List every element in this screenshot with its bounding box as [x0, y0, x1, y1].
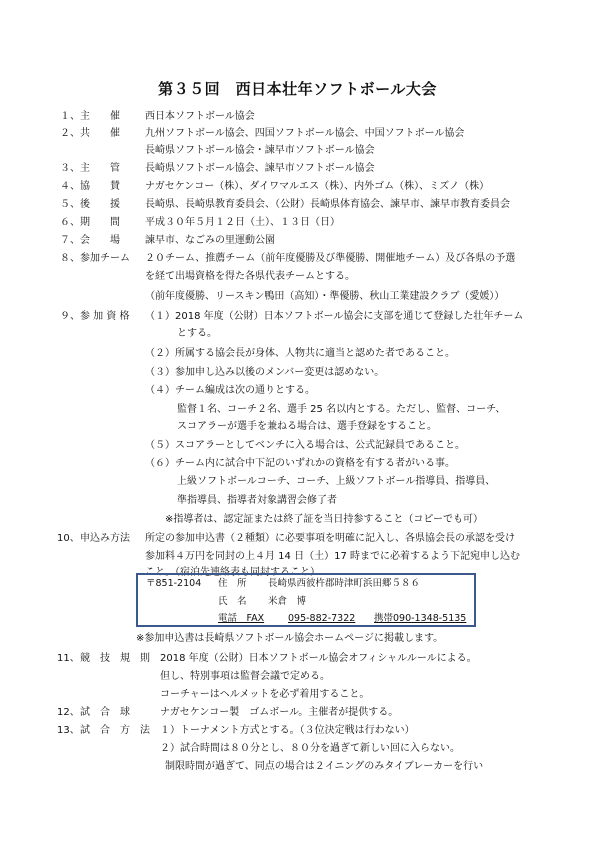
section-5-text: 長崎県、長崎県教育委員会、（公財）長崎県体育協会、諫早市、諫早市教育委員会 [145, 199, 510, 210]
section-3-text: 長崎県ソフトボール協会、諫早市ソフトボール協会 [145, 163, 375, 174]
section-5-label: 後 援 [80, 199, 120, 210]
section-10-text: 所定の参加申込書（２種類）に必要事項を明確に記入し、各県協会長の承認を受け [145, 533, 515, 544]
application-note: ※参加申込書は長崎県ソフトボール協会ホームページに掲載します。 [136, 633, 444, 644]
section-8-text: （前年度優勝、リースキン鴨田（高知）・準優勝、秋山工業建設クラブ（愛媛）） [145, 291, 505, 302]
section-8-label: 参加チーム [80, 253, 130, 264]
section-1-text: 西日本ソフトボール協会 [145, 111, 255, 122]
section-13-text: 制限時間が過ぎて、同点の場合は２イニングのみタイブレーカーを行い [165, 761, 484, 772]
section-12-label: 試 合 球 [80, 707, 130, 718]
section-11-label: 競 技 規 則 [80, 653, 150, 664]
name-label: 氏 名 [218, 596, 247, 607]
section-9-text: 準指導員、指導者対象講習会修了者 [177, 495, 337, 506]
section-7-number: ７、 [60, 235, 80, 246]
section-3-label: 主 管 [80, 163, 120, 174]
section-3-number: ３、 [60, 163, 80, 174]
contact-box [136, 573, 476, 627]
section-9-text: 監督１名、コーチ２名、選手 25 名以内とする。ただし、監督、コーチ、 [177, 404, 506, 415]
section-9-text: （６）チーム内に試合中下記のいずれかの資格を有する者がいる事。 [145, 458, 455, 469]
section-9-text: ※指導者は、認定証または終了証を当日持参すること（コピーでも可） [165, 514, 483, 525]
mobile-value: 携帯090-1348-5135 [374, 613, 467, 624]
section-13-label: 試 合 方 法 [80, 725, 150, 736]
section-7-label: 会 場 [80, 235, 120, 246]
section-1-label: 主 催 [80, 111, 120, 122]
section-11-text: コーチャーはヘルメットを必ず着用すること。 [160, 689, 370, 700]
section-9-text: （４）チーム編成は次の通りとする。 [145, 385, 315, 396]
section-2-label: 共 催 [80, 128, 120, 139]
section-13-text: ２）試合時間は８０分とし、８０分を過ぎて新しい回に入らない。 [160, 743, 460, 754]
page-title: 第３５回 西日本壮年ソフトボール大会 [158, 80, 437, 98]
section-11-number: 11、 [57, 653, 80, 664]
section-6-number: ６、 [60, 217, 80, 228]
section-9-text: スコアラーが選手を兼ねる場合は、選手登録をすること。 [177, 421, 437, 432]
section-9-text: とする。 [177, 328, 217, 339]
section-9-text: （１）2018 年度（公財）日本ソフトボール協会に支部を通じて登録した壮年チーム [145, 311, 524, 322]
section-10-number: 10、 [57, 533, 80, 544]
section-9-number: ９、 [60, 311, 80, 322]
section-11-text: 2018 年度（公財）日本ソフトボール協会オフィシャルルールによる。 [160, 653, 477, 664]
address-label: 住 所 [218, 578, 247, 589]
section-13-text: １）トーナメント方式とする。（３位決定戦は行わない） [160, 725, 415, 736]
section-6-label: 期 間 [80, 217, 120, 228]
section-10-label: 申込み方法 [80, 533, 130, 544]
section-13-number: 13、 [57, 725, 80, 736]
section-9-text: （２）所属する協会長が身体、人物共に適当と認めた者であること。 [145, 348, 455, 359]
phone-label: 電話 FAX [218, 613, 265, 624]
section-4-text: ナガセケンコー（株）、ダイワマルエス（株）、内外ゴム（株）、ミズノ（株） [145, 181, 490, 192]
phone-value: 095-882-7322 [288, 613, 356, 624]
section-1-number: １、 [60, 111, 80, 122]
section-10-text: 参加料４万円を同封の上４月 14 日（土）17 時までに必着するよう下記宛申し込む [145, 551, 520, 562]
section-9-text: （３）参加申し込み以後のメンバー変更は認めない。 [145, 367, 385, 378]
section-12-number: 12、 [57, 707, 80, 718]
section-9-label: 参 加 資 格 [80, 311, 130, 322]
section-9-text: （５）スコアラーとしてベンチに入る場合は、公式記録員であること。 [145, 440, 465, 451]
section-9-text: 上級ソフトボールコーチ、コーチ、上級ソフトボール指導員、指導員、 [177, 476, 496, 487]
section-2-text: 九州ソフトボール協会、四国ソフトボール協会、中国ソフトボール協会 [145, 128, 465, 139]
postal-code: 〒851-2104 [146, 578, 202, 589]
section-5-number: ５、 [60, 199, 80, 210]
section-7-text: 諫早市、なごみの里運動公園 [145, 235, 275, 246]
address-value: 長崎県西彼杵郡時津町浜田郷５８６ [268, 578, 421, 589]
section-6-text: 平成３０年５月１２日（土）、１３日（日） [145, 217, 340, 228]
section-8-text: を経て出場資格を得た各県代表チームとする。 [145, 271, 355, 282]
section-8-number: ８、 [60, 253, 80, 264]
name-value: 米倉 博 [268, 596, 307, 607]
section-12-text: ナガセケンコー製 ゴムボール。主催者が提供する。 [160, 707, 399, 718]
section-4-number: ４、 [60, 181, 80, 192]
section-4-label: 協 賛 [80, 181, 120, 192]
section-10-text: こと。（宿泊先連絡表も同封すること） [145, 567, 320, 578]
section-2-number: ２、 [60, 128, 80, 139]
section-11-text: 但し、特別事項は監督会議で定める。 [160, 671, 330, 682]
section-8-text: ２０チーム、推薦チーム（前年度優勝及び準優勝、開催地チーム）及び各県の予選 [145, 253, 516, 264]
section-2-text: 長崎県ソフトボール協会・諫早市ソフトボール協会 [145, 145, 375, 156]
